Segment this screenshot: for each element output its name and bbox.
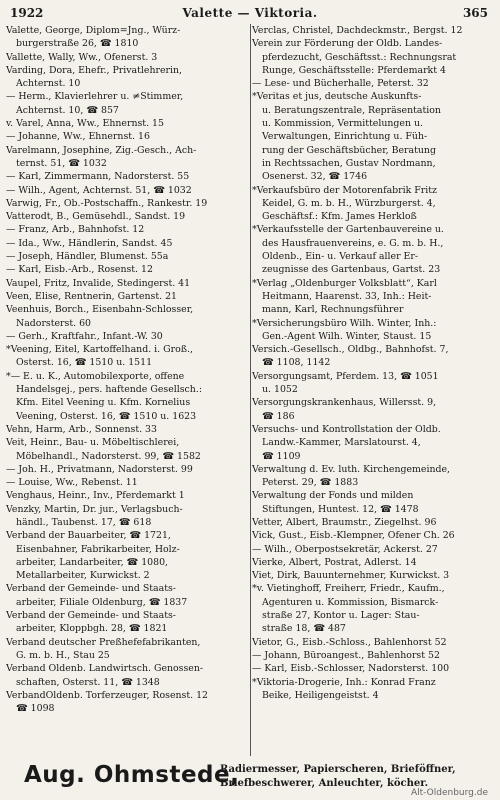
directory-entry-line: — Wilh., Oberpostsekretär, Ackerst. 27	[252, 543, 438, 555]
directory-entry-line: Viet, Dirk, Bauunternehmer, Kurwickst. 3	[252, 570, 450, 582]
directory-entry-line: v. Varel, Anna, Ww., Ehnernst. 15	[6, 118, 164, 130]
directory-entry-line: Verwaltung der Fonds und milden	[252, 490, 414, 502]
directory-entry-line: Verband der Gemeinde- und Staats-	[6, 583, 176, 595]
directory-entry-line: Vatterodt, B., Gemüsehdl., Sandst. 19	[6, 211, 186, 223]
directory-entry-line: ternst. 51, ☎ 1032	[16, 157, 107, 169]
directory-entry-line: Versorgungsamt, Pferdem. 13, ☎ 1051	[252, 370, 439, 382]
directory-entry-line: Verband der Bauarbeiter, ☎ 1721,	[6, 530, 171, 542]
watermark-text: Alt-Oldenburg.de	[410, 788, 488, 798]
directory-entry-line: Runge, Geschäftsstelle: Pferdemarkt 4	[262, 64, 446, 76]
directory-entry-line: Kfm. Eitel Veening u. Kfm. Kornelius	[16, 397, 191, 409]
directory-entry-line: Achternst. 10	[16, 78, 81, 90]
directory-entry-line: — Wilh., Agent, Achternst. 51, ☎ 1032	[6, 184, 192, 196]
directory-entry-line: Keidel, G. m. b. H., Würzburgerst. 4,	[262, 197, 436, 209]
directory-entry-line: — Franz, Arb., Bahnhofst. 12	[6, 224, 145, 236]
directory-entry-line: Venzky, Martin, Dr. jur., Verlagsbuch-	[6, 503, 183, 515]
directory-entry-line: Vaupel, Fritz, Invalide, Stedingerst. 41	[6, 277, 191, 289]
directory-entry-line: Osterst. 16, ☎ 1510 u. 1511	[16, 357, 153, 369]
directory-entry-line: Verband deutscher Preßhefefabrikanten,	[6, 636, 201, 648]
directory-entry-line: mann, Karl, Rechnungsführer	[262, 304, 404, 316]
directory-entry-line: schaften, Osterst. 11, ☎ 1348	[16, 676, 160, 688]
directory-entry-line: des Hausfrauenvereins, e. G. m. b. H.,	[262, 237, 444, 249]
directory-entry-line: Verband Oldenb. Landwirtsch. Genossen-	[6, 663, 204, 675]
directory-entry-line: u. Kommission, Vermittelungen u.	[262, 118, 424, 130]
directory-entry-line: straße 18, ☎ 487	[262, 623, 346, 635]
directory-entry-line: Versorgungskrankenhaus, Willersst. 9,	[252, 397, 437, 409]
directory-entry-line: — Karl, Zimmermann, Nadorsterst. 55	[6, 171, 190, 183]
directory-entry-line: *Veritas et jus, deutsche Auskunfts-	[252, 91, 422, 103]
directory-entry-line: Beike, Heiligengeistst. 4	[262, 689, 379, 701]
directory-entry-line: Varding, Dora, Ehefr., Privatlehrerin,	[6, 64, 183, 76]
directory-entry-line: Achternst. 10, ☎ 857	[16, 104, 119, 116]
page-number: 365	[462, 6, 488, 20]
directory-entry-line: — Gerh., Kraftfahr., Infant.-W. 30	[6, 330, 163, 342]
directory-entry-line: Vehn, Harm, Arb., Sonnenst. 33	[6, 423, 157, 435]
left-column	[6, 24, 249, 756]
header-title: Valette — Viktoria.	[182, 6, 318, 20]
directory-entry-line: — Karl, Eisb.-Schlosser, Nadorsterst. 100	[252, 663, 450, 675]
directory-entry-line: Eisenbahner, Fabrikarbeiter, Holz-	[16, 543, 180, 555]
directory-entry-line: *Verkaufsstelle der Gartenbauvereine u.	[252, 224, 444, 236]
directory-entry-line: VerbandOldenb. Torferzeuger, Rosenst. 12	[6, 689, 209, 701]
advertised-goods-line-1: Radiermesser, Papierscheren, Brieföffner,	[220, 764, 456, 775]
directory-entry-line: Veening, Osterst. 16, ☎ 1510 u. 1623	[16, 410, 197, 422]
directory-entry-line: arbeiter, Kloppbgh. 28, ☎ 1821	[16, 623, 168, 635]
directory-entry-line: ☎ 1098	[16, 703, 55, 715]
directory-entry-line: Varelmann, Josephine, Zig.-Gesch., Ach-	[6, 144, 197, 156]
directory-entry-line: — Ida., Ww., Händlerin, Sandst. 45	[6, 237, 173, 249]
directory-entry-line: straße 27, Kontor u. Lager: Stau-	[262, 610, 420, 622]
directory-entry-line: Metallarbeiter, Kurwickst. 2	[16, 570, 150, 582]
header-year: 1922	[10, 6, 44, 20]
directory-entry-line: Venghaus, Heinr., Inv., Pferdemarkt 1	[6, 490, 185, 502]
advertiser-name: Aug. Ohmstede,	[24, 762, 240, 788]
directory-entry-line: u. 1052	[262, 384, 298, 396]
directory-entry-line: — Johanne, Ww., Ehnernst. 16	[6, 131, 150, 143]
directory-entry-line: Verband der Gemeinde- und Staats-	[6, 610, 176, 622]
directory-entry-line: in Rechtssachen, Gustav Nordmann,	[262, 157, 436, 169]
directory-entry-line: G. m. b. H., Stau 25	[16, 649, 110, 661]
directory-entry-line: Oldenb., Ein- u. Verkauf aller Er-	[262, 251, 419, 263]
directory-entry-line: zeugnisse des Gartenbaus, Gartst. 23	[262, 264, 441, 276]
directory-entry-line: u. Beratungszentrale, Repräsentation	[262, 104, 441, 116]
directory-entry-line: arbeiter, Filiale Oldenburg, ☎ 1837	[16, 596, 188, 608]
directory-entry-line: Veit, Heinr., Bau- u. Möbeltischlerei,	[6, 437, 180, 449]
directory-entry-line: ☎ 1109	[262, 450, 301, 462]
directory-entry-line: Vetter, Albert, Braumstr., Ziegelhst. 96	[252, 516, 437, 528]
directory-entry-line: Veenhuis, Borch., Eisenbahn-Schlosser,	[6, 304, 194, 316]
directory-entry-line: Nadorsterst. 60	[16, 317, 91, 329]
directory-entry-line: Osenerst. 32, ☎ 1746	[262, 171, 368, 183]
directory-entry-line: Versuchs- und Kontrollstation der Oldb.	[252, 423, 441, 435]
directory-entry-line: *Verkaufsbüro der Motorenfabrik Fritz	[252, 184, 437, 196]
directory-entry-line: Vick, Gust., Eisb.-Klempner, Ofener Ch. 26	[252, 530, 455, 542]
right-column	[252, 24, 496, 756]
directory-entry-line: ☎ 186	[262, 410, 295, 422]
directory-entry-line: *Versicherungsbüro Wilh. Winter, Inh.:	[252, 317, 437, 329]
directory-entry-line: ☎ 1108, 1142	[262, 357, 331, 369]
directory-entry-line: *— E. u. K., Automobilexporte, offene	[6, 370, 185, 382]
directory-entry-line: — Lese- und Bücherhalle, Peterst. 32	[252, 78, 429, 90]
column-divider	[250, 24, 251, 756]
directory-entry-line: Versich.-Gesellsch., Oldbg., Bahnhofst. 7,	[252, 344, 449, 356]
directory-entry-line: Peterst. 29, ☎ 1883	[262, 477, 359, 489]
directory-entry-line: *v. Vietinghoff, Freiherr, Friedr., Kaufm.,	[252, 583, 445, 595]
directory-entry-line: — Joseph, Händler, Blumenst. 55a	[6, 251, 169, 263]
directory-entry-line: arbeiter, Landarbeiter, ☎ 1080,	[16, 556, 169, 568]
directory-entry-line: Vallette, Wally, Ww., Ofenerst. 3	[6, 51, 158, 63]
directory-entry-line: pferdezucht, Geschäftsst.: Rechnungsrat	[262, 51, 457, 63]
directory-entry-line: Verein zur Förderung der Oldb. Landes-	[252, 38, 443, 50]
directory-entry-line: *Viktoria-Drogerie, Inh.: Konrad Franz	[252, 676, 436, 688]
directory-entry-line: Verwaltungen, Einrichtung u. Füh-	[262, 131, 428, 143]
directory-entry-line: burgerstraße 26, ☎ 1810	[16, 38, 139, 50]
directory-entry-line: Verwaltung d. Ev. luth. Kirchengemeinde,	[252, 463, 451, 475]
directory-entry-line: *Verlag „Oldenburger Volksblatt“, Karl	[252, 277, 437, 289]
directory-entry-line: Veen, Elise, Rentnerin, Gartenst. 21	[6, 290, 178, 302]
directory-entry-line: Stiftungen, Huntest. 12, ☎ 1478	[262, 503, 419, 515]
directory-entry-line: Vietor, G., Eisb.-Schloss., Bahlenhorst 52	[252, 636, 447, 648]
directory-entry-line: *Veening, Eitel, Kartoffelhand. i. Groß.,	[6, 344, 193, 356]
advertised-goods-line-2: Briefbeschwerer, Anleuchter, köcher.	[220, 778, 429, 789]
directory-entry-line: — Louise, Ww., Rebenst. 11	[6, 477, 138, 489]
directory-entry-line: Varwig, Fr., Ob.-Postschaffn., Rankestr. 19	[6, 197, 208, 209]
directory-entry-line: Valette, George, Diplom=Jng., Würz-	[6, 25, 181, 36]
directory-entry-line: Vierke, Albert, Postrat, Adlerst. 14	[252, 556, 417, 568]
directory-entry-line: Heitmann, Haarenst. 33, Inh.: Heit-	[262, 290, 432, 302]
directory-entry-line: rung der Geschäftsbücher, Beratung	[262, 144, 436, 156]
directory-entry-line: Möbelhandl., Nadorsterst. 99, ☎ 1582	[16, 450, 201, 462]
directory-entry-line: händl., Taubenst. 17, ☎ 618	[16, 516, 152, 528]
advertisement-footer	[10, 760, 490, 798]
directory-entry-line: — Karl, Eisb.-Arb., Rosenst. 12	[6, 264, 153, 276]
directory-entry-line: — Joh. H., Privatmann, Nadorsterst. 99	[6, 463, 193, 475]
directory-entry-line: — Herm., Klavierlehrer u. ≠Stimmer,	[6, 91, 184, 103]
directory-entry-line: Handelsgej., pers. haftende Gesellsch.:	[16, 384, 202, 396]
directory-entry-line: Landw.-Kammer, Marslatourst. 4,	[262, 437, 421, 449]
directory-entry-line: — Johann, Büroangest., Bahlenhorst 52	[252, 649, 440, 661]
directory-entry-line: Gen.-Agent Wilh. Winter, Staust. 15	[262, 330, 432, 342]
directory-entry-line: Agenturen u. Kommission, Bismarck-	[262, 596, 439, 608]
directory-entry-line: Geschäftsf.: Kfm. James Herkloß	[262, 211, 417, 223]
directory-entry-line: Verclas, Christel, Dachdeckmstr., Bergst. 12	[252, 25, 463, 36]
page-header	[10, 6, 490, 22]
